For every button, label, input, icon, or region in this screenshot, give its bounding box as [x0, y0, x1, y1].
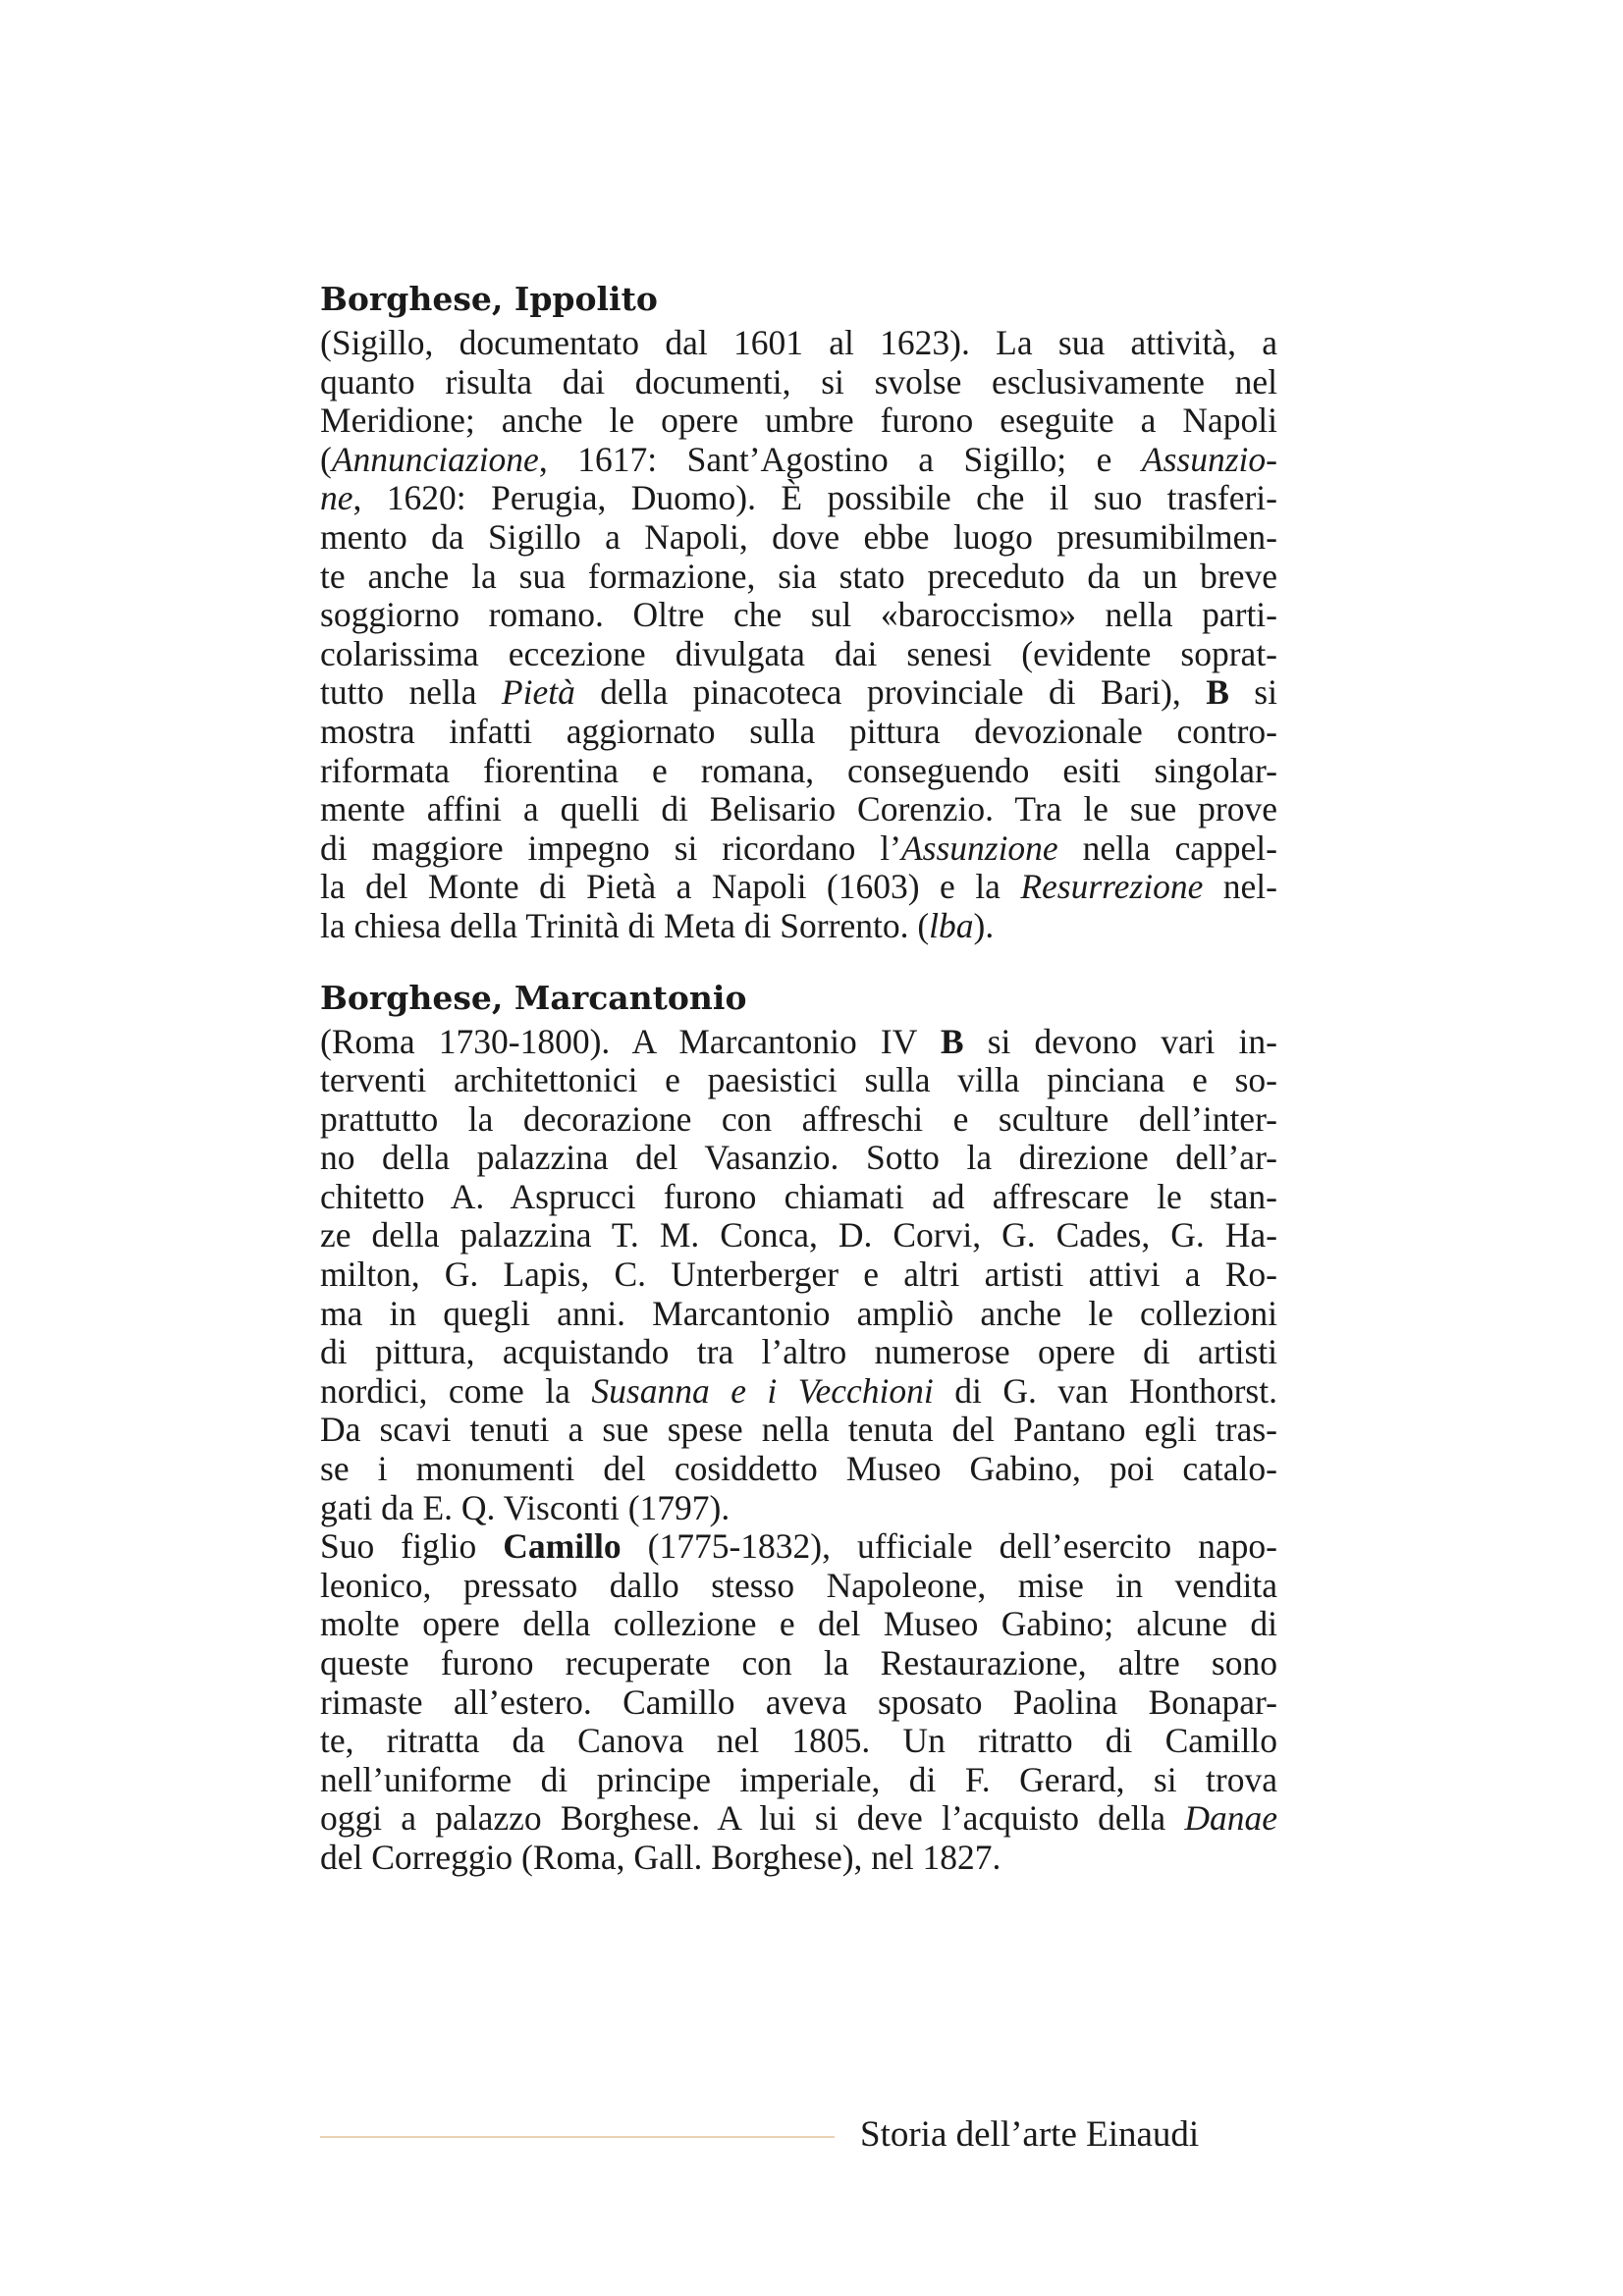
entry-heading-marcantonio: Borghese, Marcantonio [320, 978, 747, 1017]
text-line: terventi architettonici e paesistici sulla villa pinciana e so- [320, 1060, 1277, 1100]
text-line: molte opere della collezione e del Museo Gabino; alcune di [320, 1604, 1277, 1644]
text-line: quanto risulta dai documenti, si svolse esclusivamente nel [320, 361, 1277, 401]
text-line: mostra infatti aggiornato sulla pittura devozionale contro- [320, 711, 1277, 751]
text-line: se i monumenti del cosiddetto Museo Gabino, poi catalo- [320, 1449, 1277, 1489]
text-line: la chiesa della Trinità di Meta di Sorrento. (lba). [320, 905, 995, 945]
text-line: rimaste all’estero. Camillo aveva sposato Paolina Bonapar- [320, 1682, 1277, 1722]
text-line: colarissima eccezione divulgata dai senesi (evidente soprat- [320, 633, 1277, 673]
text-line: queste furono recuperate con la Restaurazione, altre sono [320, 1643, 1277, 1682]
text-line: tutto nella Pietà della pinacoteca provinciale di Bari), B si [320, 672, 1277, 713]
text-line: leonico, pressato dallo stesso Napoleone, mise in vendita [320, 1565, 1277, 1605]
text-line: soggiorno romano. Oltre che sul «baroccismo» nella parti- [320, 595, 1277, 635]
footer-rule [320, 2136, 835, 2138]
text-line: del Correggio (Roma, Gall. Borghese), nel 1827. [320, 1837, 1001, 1877]
text-line: ma in quegli anni. Marcantonio ampliò anche le collezioni [320, 1293, 1277, 1333]
text-line: te, ritratta da Canova nel 1805. Un ritratto di Camillo [320, 1721, 1277, 1761]
text-line: ne, 1620: Perugia, Duomo). È possibile che il suo trasferi- [320, 478, 1277, 518]
text-line: mente affini a quelli di Belisario Corenzio. Tra le sue prove [320, 789, 1277, 829]
footer-title: Storia dell’arte Einaudi [860, 2114, 1200, 2155]
text-line: nordici, come la Susanna e i Vecchioni di G. van Honthorst. [320, 1370, 1277, 1411]
text-line: di maggiore impegno si ricordano l’Assunzione nella cappel- [320, 828, 1277, 868]
text-line: prattutto la decorazione con affreschi e sculture dell’inter- [320, 1098, 1277, 1139]
text-line: (Roma 1730-1800). A Marcantonio IV B si devono vari in- [320, 1021, 1277, 1061]
text-line: oggi a palazzo Borghese. A lui si deve l’acquisto della Danae [320, 1798, 1277, 1839]
text-line: te anche la sua formazione, sia stato preceduto da un breve [320, 556, 1277, 596]
page-content [320, 277, 1277, 1896]
entry-body-marcantonio [320, 1023, 1277, 1878]
text-line: nell’uniforme di principe imperiale, di F. Gerard, si trova [320, 1759, 1277, 1799]
text-line: riformata fiorentina e romana, conseguendo esiti singolar- [320, 750, 1277, 790]
text-line: (Sigillo, documentato dal 1601 al 1623). La sua attività, a [320, 323, 1277, 362]
text-line: gati da E. Q. Visconti (1797). [320, 1487, 730, 1527]
text-line: mento da Sigillo a Napoli, dove ebbe luogo presumibilmen- [320, 516, 1277, 557]
text-line: Suo figlio Camillo (1775-1832), ufficiale dell’esercito napo- [320, 1526, 1278, 1567]
text-line: (Annunciazione, 1617: Sant’Agostino a Sigillo; e Assunzio- [320, 439, 1277, 479]
text-line: la del Monte di Pietà a Napoli (1603) e la Resurrezione nel- [320, 867, 1277, 907]
text-line: chitetto A. Asprucci furono chiamati ad affrescare le stan- [320, 1176, 1277, 1216]
text-line: Meridione; anche le opere umbre furono eseguite a Napoli [320, 400, 1277, 441]
entry-body-ippolito [320, 324, 1277, 946]
text-line: ze della palazzina T. M. Conca, D. Corvi, G. Cades, G. Ha- [320, 1215, 1277, 1255]
text-line: milton, G. Lapis, C. Unterberger e altri artisti attivi a Ro- [320, 1255, 1277, 1295]
text-line: Da scavi tenuti a sue spese nella tenuta del Pantano egli tras- [320, 1410, 1277, 1450]
text-line: no della palazzina del Vasanzio. Sotto la direzione dell’ar- [320, 1138, 1277, 1178]
entry-heading-ippolito: Borghese, Ippolito [320, 280, 658, 318]
text-line: di pittura, acquistando tra l’altro numerose opere di artisti [320, 1332, 1277, 1372]
